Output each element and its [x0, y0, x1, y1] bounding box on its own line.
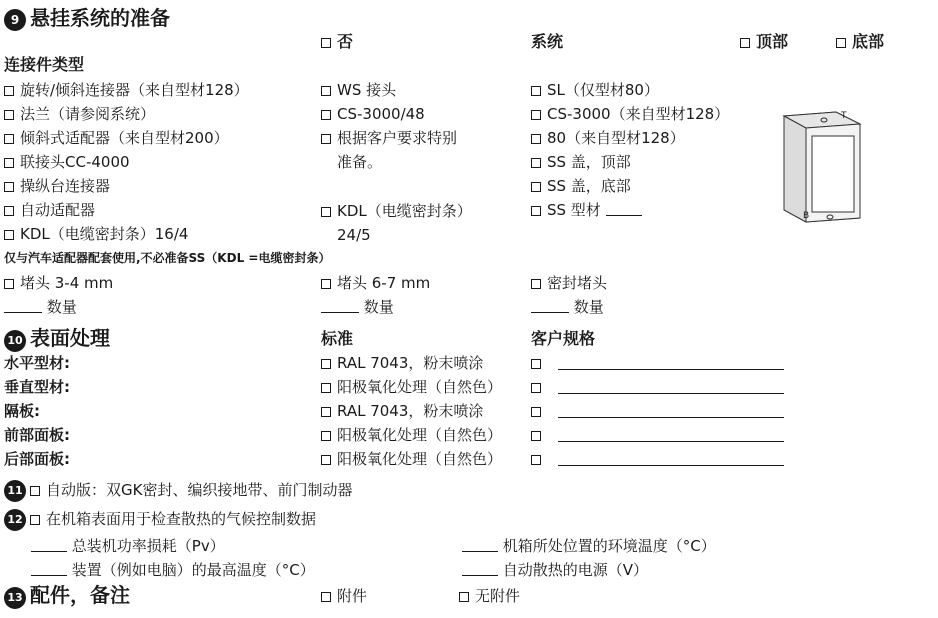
diagram-label-top: T	[841, 111, 847, 121]
option-custom-prep[interactable]	[321, 128, 457, 148]
checkbox[interactable]	[321, 110, 331, 120]
bottom-label: 底部	[852, 32, 885, 51]
option-label: 无附件	[475, 587, 521, 605]
option-cs3000-48[interactable]	[321, 104, 425, 124]
checkbox[interactable]	[836, 38, 846, 48]
section-title: 配件，备注	[30, 583, 130, 607]
checkbox[interactable]	[531, 110, 541, 120]
checkbox[interactable]	[321, 407, 331, 417]
custom-option-vertical[interactable]	[531, 377, 547, 397]
std-option-front-panel[interactable]	[321, 425, 502, 445]
checkbox[interactable]	[4, 230, 14, 240]
checkbox[interactable]	[531, 158, 541, 168]
field-label: 机箱所处位置的环境温度（°C）	[502, 537, 716, 555]
qty-blank[interactable]	[4, 300, 42, 313]
custom-option-front-panel[interactable]	[531, 425, 547, 445]
checkbox[interactable]	[321, 38, 331, 48]
checkbox[interactable]	[531, 206, 541, 216]
checkbox[interactable]	[321, 207, 331, 217]
custom-input-line[interactable]	[558, 417, 784, 418]
top-label: 顶部	[756, 32, 789, 51]
qty-label: 数量	[573, 298, 604, 316]
option-console-connector[interactable]	[4, 176, 110, 196]
option-label: 堵头 6-7 mm	[337, 274, 431, 292]
option-label: SL（仅型材80）	[547, 81, 659, 99]
checkbox[interactable]	[531, 359, 541, 369]
connector-type-label: 连接件类型	[4, 55, 85, 74]
option-label: KDL（电缆密封条）16/4	[20, 225, 189, 243]
option-swivel-connector[interactable]	[4, 80, 249, 100]
value-blank[interactable]	[462, 539, 498, 552]
row-label-back-panel: 后部面板:	[4, 450, 70, 468]
checkbox[interactable]	[4, 134, 14, 144]
auto-version-label: 自动版：双GK密封、编织接地带、前门制动器	[46, 481, 353, 499]
option-label: 堵头 3-4 mm	[20, 274, 114, 292]
option-coupling-cc4000[interactable]	[4, 152, 130, 172]
max-temp-field[interactable]	[31, 560, 315, 580]
checkbox[interactable]	[740, 38, 750, 48]
option-80[interactable]	[531, 128, 685, 148]
section-title: 表面处理	[30, 326, 110, 350]
checkbox[interactable]	[4, 158, 14, 168]
checkbox[interactable]	[4, 206, 14, 216]
power-supply-field[interactable]	[462, 560, 648, 580]
qty-field-3[interactable]	[531, 297, 604, 317]
option-label: 密封堵头	[547, 274, 608, 292]
option-label: 80（来自型材128）	[547, 129, 685, 147]
qty-label: 数量	[46, 298, 77, 316]
standard-label: 标准	[321, 329, 354, 348]
custom-input-line[interactable]	[558, 393, 784, 394]
checkbox[interactable]	[4, 86, 14, 96]
custom-option-partition[interactable]	[531, 401, 547, 421]
option-label: 自动适配器	[20, 201, 96, 219]
option-plug-3-4[interactable]	[4, 273, 113, 293]
option-label: RAL 7043，粉末喷涂	[337, 354, 484, 372]
option-label: 联接头CC-4000	[20, 153, 130, 171]
diagram-label-bottom: B	[803, 211, 810, 221]
option-label: 阳极氧化处理（自然色）	[337, 378, 503, 396]
option-label: 根据客户要求特别	[337, 129, 458, 147]
field-label: 自动散热的电源（V）	[502, 561, 649, 579]
option-auto-adapter[interactable]	[4, 200, 95, 220]
qty-blank[interactable]	[531, 300, 569, 313]
checkbox[interactable]	[30, 515, 40, 525]
climate-data-label: 在机箱表面用于检查散热的气候控制数据	[46, 510, 317, 528]
qty-label: 数量	[363, 298, 394, 316]
section-13-heading	[4, 583, 130, 609]
enclosure-diagram	[776, 106, 866, 228]
option-flange[interactable]	[4, 104, 155, 124]
option-label: 法兰（请参阅系统）	[20, 105, 156, 123]
bottom-option[interactable]	[836, 32, 884, 52]
checkbox[interactable]	[531, 431, 541, 441]
std-option-vertical[interactable]	[321, 377, 502, 397]
option-plug-6-7[interactable]	[321, 273, 430, 293]
ss-profile-blank[interactable]	[606, 203, 642, 216]
checkbox[interactable]	[531, 86, 541, 96]
option-cs3000[interactable]	[531, 104, 729, 124]
field-label: 总装机功率损耗（Pv）	[71, 537, 225, 555]
qty-field-1[interactable]	[4, 297, 77, 317]
option-label: WS 接头	[337, 81, 397, 99]
checkbox[interactable]	[4, 182, 14, 192]
checkbox[interactable]	[531, 383, 541, 393]
checkbox[interactable]	[321, 86, 331, 96]
no-accessories-option[interactable]	[459, 586, 520, 606]
checkbox[interactable]	[321, 134, 331, 144]
power-loss-field[interactable]	[31, 536, 225, 556]
custom-input-line[interactable]	[558, 369, 784, 370]
section-9-heading	[4, 6, 170, 31]
option-custom-prep-cont: 准备。	[337, 153, 383, 171]
section-12-row[interactable]	[4, 509, 316, 531]
option-label: 阳极氧化处理（自然色）	[337, 450, 503, 468]
std-option-partition[interactable]	[321, 401, 483, 421]
value-blank[interactable]	[31, 563, 67, 576]
value-blank[interactable]	[31, 539, 67, 552]
checkbox[interactable]	[321, 592, 331, 602]
option-label: CS-3000（来自型材128）	[547, 105, 730, 123]
custom-input-line[interactable]	[558, 465, 784, 466]
no-label: 否	[337, 32, 354, 51]
qty-blank[interactable]	[321, 300, 359, 313]
custom-spec-label: 客户规格	[531, 329, 596, 348]
option-label: SS 盖，顶部	[547, 153, 631, 171]
section-number-badge: 9	[4, 9, 26, 31]
option-sealing-plug[interactable]	[531, 273, 607, 293]
row-label-partition: 隔板:	[4, 402, 40, 420]
top-option[interactable]	[740, 32, 788, 52]
checkbox[interactable]	[30, 486, 40, 496]
custom-input-line[interactable]	[558, 441, 784, 442]
row-label-front-panel: 前部面板:	[4, 426, 70, 444]
accessories-option[interactable]	[321, 586, 367, 606]
option-label: 倾斜式适配器（来自型材200）	[20, 129, 229, 147]
checkbox[interactable]	[531, 407, 541, 417]
value-blank[interactable]	[462, 563, 498, 576]
custom-option-horizontal[interactable]	[531, 353, 547, 373]
option-ss-cover-bottom[interactable]	[531, 176, 631, 196]
option-ws-joint[interactable]	[321, 80, 396, 100]
option-kdl-24-5[interactable]	[321, 201, 472, 221]
option-label: 旋转/倾斜连接器（来自型材128）	[20, 81, 249, 99]
checkbox[interactable]	[459, 592, 469, 602]
qty-field-2[interactable]	[321, 297, 394, 317]
option-kdl-24-5-cont: 24/5	[337, 226, 371, 244]
system-label: 系统	[531, 32, 564, 51]
std-option-horizontal[interactable]	[321, 353, 483, 373]
row-label-horizontal: 水平型材:	[4, 354, 70, 372]
section-number-badge: 13	[4, 587, 26, 609]
option-label: RAL 7043，粉末喷涂	[337, 402, 484, 420]
field-label: 装置（例如电脑）的最高温度（°C）	[71, 561, 315, 579]
checkbox[interactable]	[321, 383, 331, 393]
section-number-badge: 11	[4, 480, 26, 502]
checkbox[interactable]	[321, 455, 331, 465]
option-label: CS-3000/48	[337, 105, 425, 123]
option-label: KDL（电缆密封条）	[337, 202, 472, 220]
section-number-badge: 10	[4, 330, 26, 352]
option-kdl-16-4[interactable]	[4, 224, 188, 244]
row-label-vertical: 垂直型材:	[4, 378, 70, 396]
section-number-badge: 12	[4, 509, 26, 531]
section-title: 悬挂系统的准备	[30, 6, 170, 30]
checkbox[interactable]	[321, 279, 331, 289]
std-option-back-panel[interactable]	[321, 449, 502, 469]
note-text: 仅与汽车适配器配套使用,不必准备SS（KDL =电缆密封条）	[4, 251, 331, 265]
option-ss-profile[interactable]	[531, 200, 642, 220]
checkbox[interactable]	[4, 279, 14, 289]
checkbox[interactable]	[321, 431, 331, 441]
checkbox[interactable]	[531, 455, 541, 465]
no-option[interactable]	[321, 32, 353, 52]
option-ss-cover-top[interactable]	[531, 152, 631, 172]
option-label: SS 盖，底部	[547, 177, 631, 195]
checkbox[interactable]	[321, 359, 331, 369]
ambient-temp-field[interactable]	[462, 536, 716, 556]
custom-option-back-panel[interactable]	[531, 449, 547, 469]
checkbox[interactable]	[531, 279, 541, 289]
checkbox[interactable]	[531, 182, 541, 192]
option-sl[interactable]	[531, 80, 659, 100]
checkbox[interactable]	[4, 110, 14, 120]
section-11-row[interactable]	[4, 480, 352, 502]
checkbox[interactable]	[531, 134, 541, 144]
section-10-heading	[4, 326, 110, 352]
option-label: 阳极氧化处理（自然色）	[337, 426, 503, 444]
option-label: 附件	[337, 587, 368, 605]
option-label: 操纵台连接器	[20, 177, 111, 195]
option-tilt-adapter[interactable]	[4, 128, 229, 148]
option-label: SS 型材	[547, 201, 601, 219]
